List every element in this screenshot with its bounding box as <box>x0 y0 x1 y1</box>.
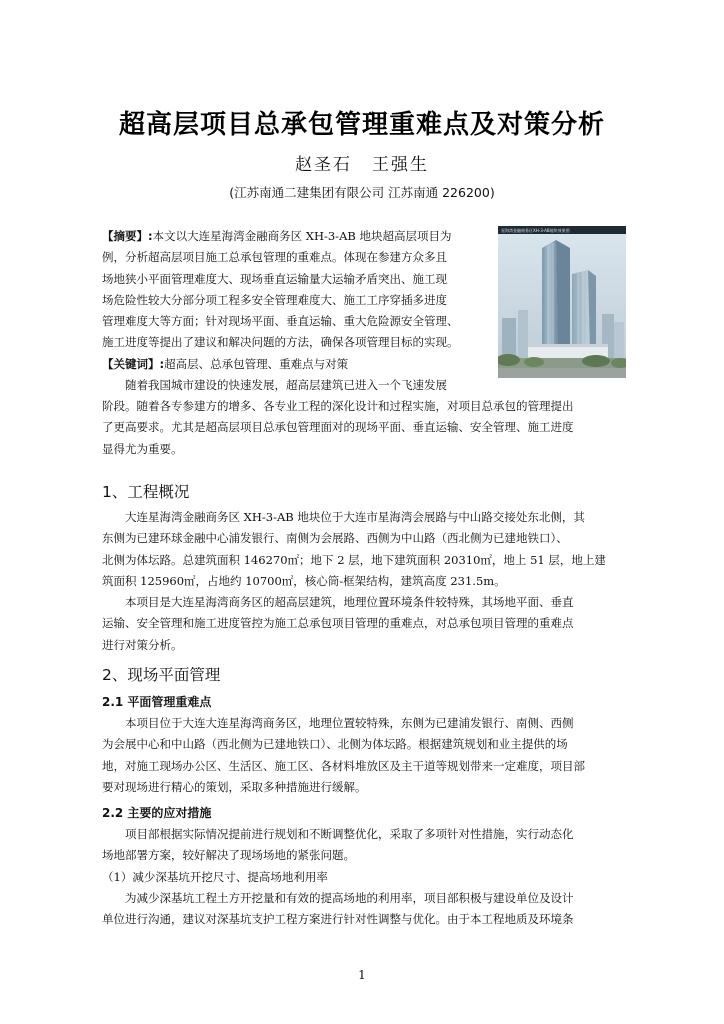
intro-line: 了更高要求。尤其是超高层项目总承包管理面对的现场平面、垂直运输、安全管理、施工进度 <box>102 420 574 435</box>
photo-caption: 星海湾金融商务区XH-3-AB地块效果图 <box>501 228 570 233</box>
abstract-line: 例，分析超高层项目施工总承包管理的重难点。体现在参建方众多且 <box>102 250 447 265</box>
paper-title: 超高层项目总承包管理重难点及对策分析 <box>118 110 605 140</box>
list-item: （1）减少深基坑开挖尺寸、提高场地利用率 <box>102 869 328 884</box>
abstract-label: 【摘要】: <box>102 229 153 243</box>
section1-paragraph <box>102 507 632 656</box>
body-line: 运输、安全管理和施工进度管控为施工总承包项目管理的重难点，对总承包项目管理的重难点 <box>102 616 574 631</box>
intro-line: 阶段。随着各专参建方的增多、各专业工程的深化设计和过程实施，对项目总承包的管理提出 <box>102 399 574 413</box>
subsection-heading: 2.2 主要的应对措施 <box>102 806 212 820</box>
abstract-line: 场地狭小平面管理难度大、现场垂直运输量大运输矛盾突出、施工现 <box>102 271 447 286</box>
body-line: 项目部根据实际情况提前进行规划和不断调整优化，采取了多项针对性措施，实行动态化 <box>125 827 574 841</box>
abstract-line: 施工进度等提出了建议和解决问题的方法，确保各项管理目标的实现。 <box>102 335 459 350</box>
section-heading: 2、现场平面管理 <box>102 666 221 684</box>
body-line: 大连星海湾金融商务区 XH-3-AB 地块位于大连市星海湾会展路与中山路交接处东北侧，其 <box>125 510 585 524</box>
intro-line: 随着我国城市建设的快速发展，超高层建筑已进入一个飞速发展 <box>125 378 447 393</box>
authors <box>0 150 724 175</box>
body-line: 地，对施工现场办公区、生活区、施工区、各材料堆放区及主干道等规划带来一定难度，项目部 <box>102 758 585 773</box>
subsection-heading: 2.1 平面管理重难点 <box>102 695 212 709</box>
abstract-line: 场危险性较大分部分项工程多安全管理难度大、施工工序穿插多进度 <box>102 292 447 307</box>
body-line: 筑面积 125960㎡，占地约 10700㎡，核心筒-框架结构，建筑高度 231.5m。 <box>102 573 506 588</box>
body-line: 本项目是大连星海湾商务区的超高层建筑，地理位置环境条件较特殊，其场地平面、垂直 <box>125 595 574 610</box>
body-line: 要对现场进行精心的策划，采取多种措施进行缓解。 <box>102 779 367 794</box>
body-line: 为减少深基坑工程土方开挖量和有效的提高场地的利用率，项目部积极与建设单位及设计 <box>125 890 574 905</box>
abstract <box>102 226 487 396</box>
body-line: 北侧为体坛路。总建筑面积 146270㎡；地下 2 层，地下建筑面积 20310㎡，地上 51 层，地上建 <box>102 552 606 567</box>
body-line: 进行对策分析。 <box>102 637 183 652</box>
body-line: 场地部署方案，较好解决了现场场地的紧张问题。 <box>102 848 355 863</box>
page-number: 1 <box>358 968 366 982</box>
building-rendering-image <box>498 226 626 378</box>
body-line: 本项目位于大连大连星海湾商务区，地理位置较特殊，东侧为已建浦发银行、南侧、西侧 <box>125 716 574 730</box>
abstract-line: 【摘要】:本文以大连星海湾金融商务区 XH-3-AB 地块超高层项目为 <box>102 229 452 243</box>
intro-line: 显得尤为重要。 <box>102 441 183 456</box>
author-name: 王强生 <box>372 155 429 175</box>
body-line: 为会展中心和中山路（西北侧为已建地铁口）、北侧为体坛路。根据建筑规划和业主提供的场 <box>102 737 568 752</box>
intro-paragraph <box>102 396 632 460</box>
keywords: 【关键词】:超高层、总承包管理、重难点与对策 <box>102 356 349 371</box>
abstract-line: 管理难度大等方面；针对现场平面、垂直运输、重大危险源安全管理、 <box>102 314 459 329</box>
body-line: 单位进行沟通，建议对深基坑支护工程方案进行针对性调整与优化。由于本工程地质及环境条 <box>102 912 574 927</box>
keywords-label: 【关键词】: <box>102 356 165 371</box>
author-name: 赵圣石 <box>295 155 352 175</box>
affiliation: (江苏南通二建集团有限公司 江苏南通 226200) <box>229 185 495 200</box>
section2-2-paragraph <box>102 824 632 930</box>
section2-1-paragraph <box>102 713 632 798</box>
body-line: 东侧为已建环球金融中心浦发银行、南侧为会展路、西侧为中山路（西北侧为已建地铁口）、 <box>102 531 568 546</box>
section-heading: 1、工程概况 <box>102 483 190 501</box>
